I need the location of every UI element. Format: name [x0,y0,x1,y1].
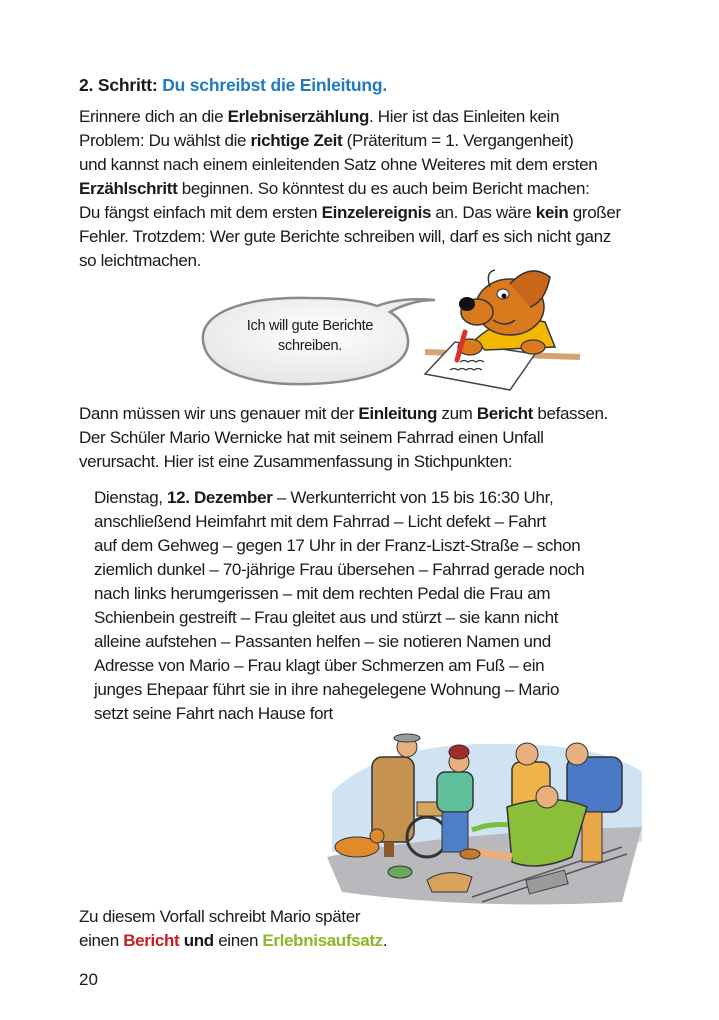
text-line [94,510,584,534]
event-notes [94,486,584,726]
text-run: einen [79,931,124,950]
bold-term: Bericht [123,931,180,950]
dog-writing-illustration [415,262,585,397]
text-run: junges Ehepaar führt sie in ihre nahegelegene Wohnung – Mario [94,680,560,699]
text-line [79,153,621,177]
text-run: zum [437,404,477,423]
text-run: befassen. [532,404,608,423]
bold-term: Erlebnisaufsatz [262,931,383,950]
text-run: Dann müssen wir uns genauer mit der [79,404,359,423]
bold-term: richtige Zeit [250,131,343,150]
text-line [79,201,621,225]
bold-term: und [183,931,214,950]
text-run: Problem: Du wählst die [79,131,251,150]
text-run: Adresse von Mario – Frau klagt über Schmerzen am Fuß – ein [94,656,545,675]
text-run: Dienstag, [94,488,168,507]
speech-bubble [195,278,435,398]
text-line [94,630,584,654]
section-heading [79,75,387,96]
speech-bubble-text [195,316,425,356]
text-run: Zu diesem Vorfall schreibt Mario später [79,907,361,926]
text-line [94,534,584,558]
text-line [79,929,387,953]
text-run: setzt seine Fahrt nach Hause fort [94,704,333,723]
intro-paragraph [79,105,621,273]
text-line [79,426,608,450]
closing-paragraph [79,905,387,953]
text-run: alleine aufstehen – Passanten helfen – sie notieren Namen und [94,632,551,651]
step-label: 2. Schritt: [79,75,158,95]
text-run: Erinnere dich an die [79,107,228,126]
text-run: auf dem Gehweg – gegen 17 Uhr in der Franz-Liszt-Straße – schon [94,536,581,555]
bold-term: Bericht [476,404,533,423]
text-run: anschließend Heimfahrt mit dem Fahrrad – Licht defekt – Fahrt [94,512,547,531]
text-run: . [382,931,388,950]
step-title: Du schreibst die Einleitung. [162,75,388,95]
text-line [79,129,621,153]
bicycle-accident-scene-illustration [322,732,652,910]
bold-term: Erzählschritt [79,179,178,198]
text-run: ziemlich dunkel – 70-jährige Frau übersehen – Fahrrad gerade noch [94,560,585,579]
text-line [79,177,621,201]
bold-term: kein [535,203,569,222]
text-line [94,678,584,702]
text-line [79,402,608,426]
text-run: großer [568,203,621,222]
text-line [94,606,584,630]
text-run: Du fängst einfach mit dem ersten [79,203,322,222]
bold-term: Einzelereignis [321,203,432,222]
bubble-line: Ich will gute Berichte [246,318,374,334]
text-line [79,105,621,129]
text-line [94,582,584,606]
bold-term: Erlebniserzählung [227,107,370,126]
text-run: Der Schüler Mario Wernicke hat mit seinem Fahrrad einen Unfall [79,428,544,447]
text-line [94,558,584,582]
text-run: so leichtmachen. [79,251,201,270]
text-line [79,225,621,249]
text-line [94,654,584,678]
text-run: Fehler. Trotzdem: Wer gute Berichte schreiben will, darf es sich nicht ganz [79,227,611,246]
text-run: verursacht. Hier ist eine Zusammenfassung in Stichpunkten: [79,452,513,471]
text-run: und kannst nach einem einleitenden Satz ohne Weiteres mit dem ersten [79,155,598,174]
second-paragraph [79,402,608,474]
text-run: nach links herumgerissen – mit dem rechten Pedal die Frau am [94,584,551,603]
bubble-line: schreiben. [278,338,342,354]
text-line [94,486,584,510]
bold-term: Einleitung [358,404,438,423]
page-number: 20 [79,970,98,989]
text-line [94,702,584,726]
text-run: beginnen. So könntest du es auch beim Bericht machen: [177,179,590,198]
text-run: . Hier ist das Einleiten kein [369,107,560,126]
text-line [79,905,387,929]
text-run: Schienbein gestreift – Frau gleitet aus und stürzt – sie kann nicht [94,608,559,627]
text-line [79,450,608,474]
text-run: – Werkunterricht von 15 bis 16:30 Uhr, [272,488,554,507]
text-run: (Präteritum = 1. Vergangenheit) [342,131,574,150]
text-run: an. Das wäre [431,203,536,222]
bold-term: 12. Dezember [167,488,273,507]
text-run: einen [213,931,263,950]
